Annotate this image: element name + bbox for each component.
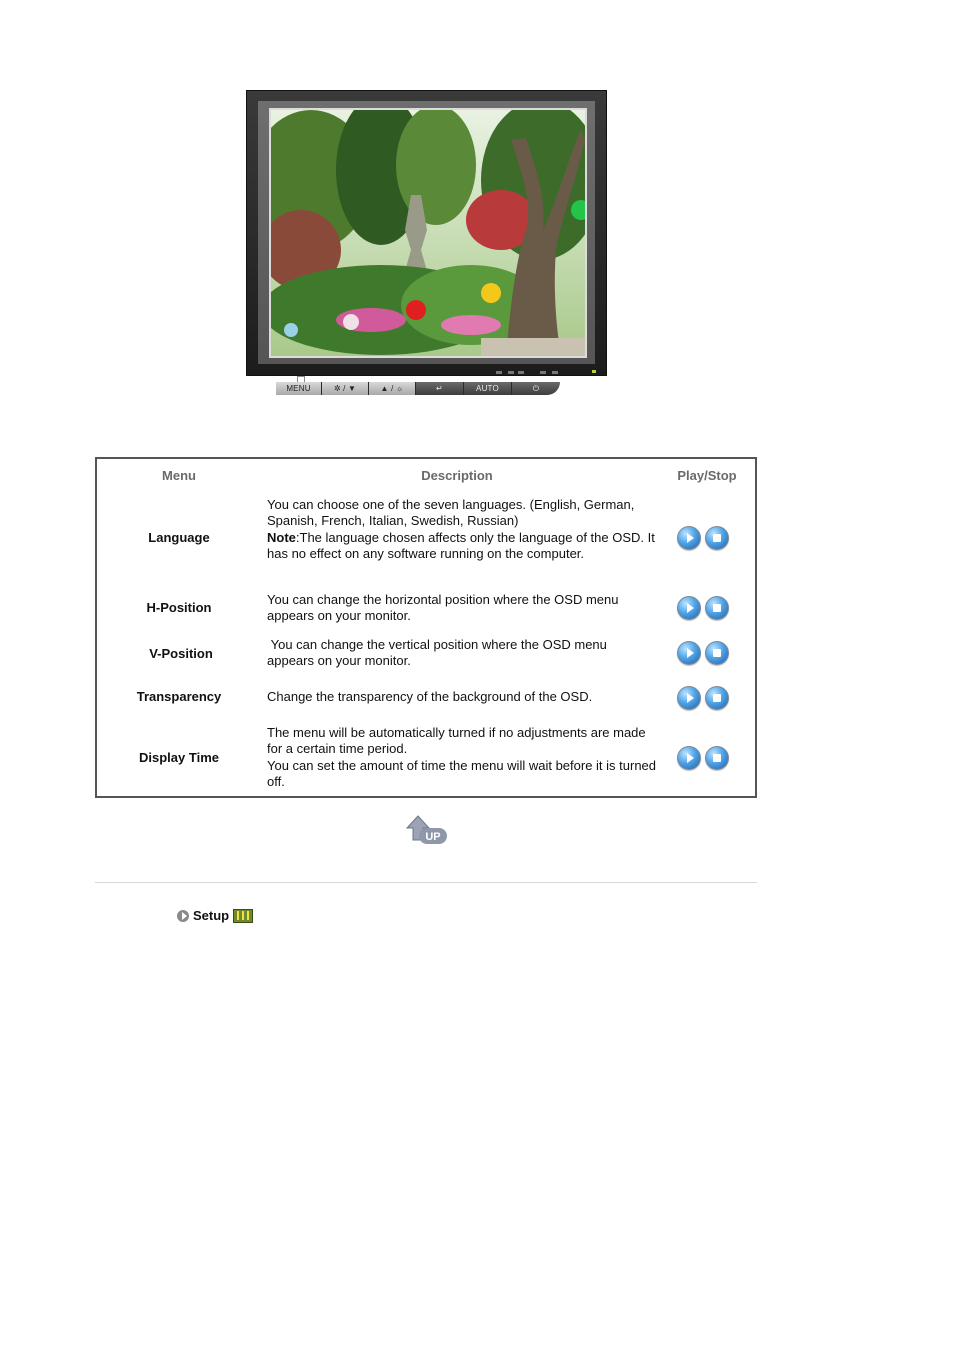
- row-name-language: Language: [148, 530, 210, 545]
- up-brightness-button[interactable]: ▲ / ☼: [369, 382, 416, 395]
- play-button-language[interactable]: [677, 526, 701, 550]
- table-row: [97, 592, 755, 626]
- row-name-display-time: Display Time: [139, 750, 219, 765]
- row-desc-transparency: Change the transparency of the background of the OSD.: [267, 689, 593, 704]
- stop-button-h-position[interactable]: [705, 596, 729, 620]
- note-text: :The language chosen affects only the language of the OSD. It has no effect on any software running on the computer.: [267, 529, 655, 561]
- row-name-h-position: H-Position: [146, 600, 212, 615]
- setup-link[interactable]: [177, 908, 253, 923]
- monitor-illustration: [246, 90, 607, 376]
- monitor-screen-image: [269, 108, 587, 358]
- menu-button[interactable]: MENU: [276, 382, 322, 395]
- play-button-h-position[interactable]: [677, 596, 701, 620]
- note-label: Note: [267, 529, 296, 545]
- setup-label[interactable]: Setup: [193, 908, 230, 923]
- play-button-v-position[interactable]: [677, 641, 701, 665]
- row-desc-h-position: You can change the horizontal position where the OSD menu appears on your monitor.: [267, 592, 619, 624]
- desc-line: You can set the amount of time the menu will wait before it is turned off.: [267, 757, 657, 789]
- table-row: [97, 725, 755, 791]
- stop-button-display-time[interactable]: [705, 746, 729, 770]
- desc-line: You can choose one of the seven languages. (English, German, Spanish, French, Italian, Swedish, Russian): [267, 497, 635, 529]
- desc-line: The menu will be automatically turned if no adjustments are made for a certain time period.: [267, 725, 646, 757]
- section-divider: [95, 882, 757, 883]
- header-play-stop: Play/Stop: [677, 468, 737, 483]
- header-menu: Menu: [162, 468, 196, 483]
- up-arrow-icon[interactable]: [404, 814, 448, 846]
- setup-icon: [233, 909, 253, 923]
- table-row: [97, 497, 755, 577]
- table-row: [97, 637, 755, 671]
- magicbright-down-button[interactable]: ✲ / ▼: [322, 382, 369, 395]
- row-name-transparency: Transparency: [136, 689, 222, 704]
- row-desc-display-time: [267, 725, 657, 790]
- power-led-icon: [592, 370, 596, 373]
- stop-button-language[interactable]: [705, 526, 729, 550]
- osd-menu-table: [95, 457, 757, 798]
- stop-button-transparency[interactable]: [705, 686, 729, 710]
- arrow-right-icon: [177, 910, 189, 922]
- enter-source-button[interactable]: ↵: [416, 382, 464, 395]
- up-text: UP: [425, 831, 441, 843]
- stop-button-v-position[interactable]: [705, 641, 729, 665]
- play-button-transparency[interactable]: [677, 686, 701, 710]
- row-desc-language: [267, 497, 657, 562]
- garden-photo: [271, 110, 585, 356]
- row-desc-v-position: You can change the vertical position where the OSD menu appears on your monitor.: [267, 637, 607, 669]
- row-name-v-position: V-Position: [149, 646, 213, 661]
- monitor-button-bar: [276, 382, 560, 395]
- table-row: [97, 689, 755, 713]
- play-button-display-time[interactable]: [677, 746, 701, 770]
- power-button[interactable]: ⏻: [532, 383, 540, 393]
- header-description: Description: [421, 468, 493, 483]
- auto-button[interactable]: AUTO: [464, 382, 512, 395]
